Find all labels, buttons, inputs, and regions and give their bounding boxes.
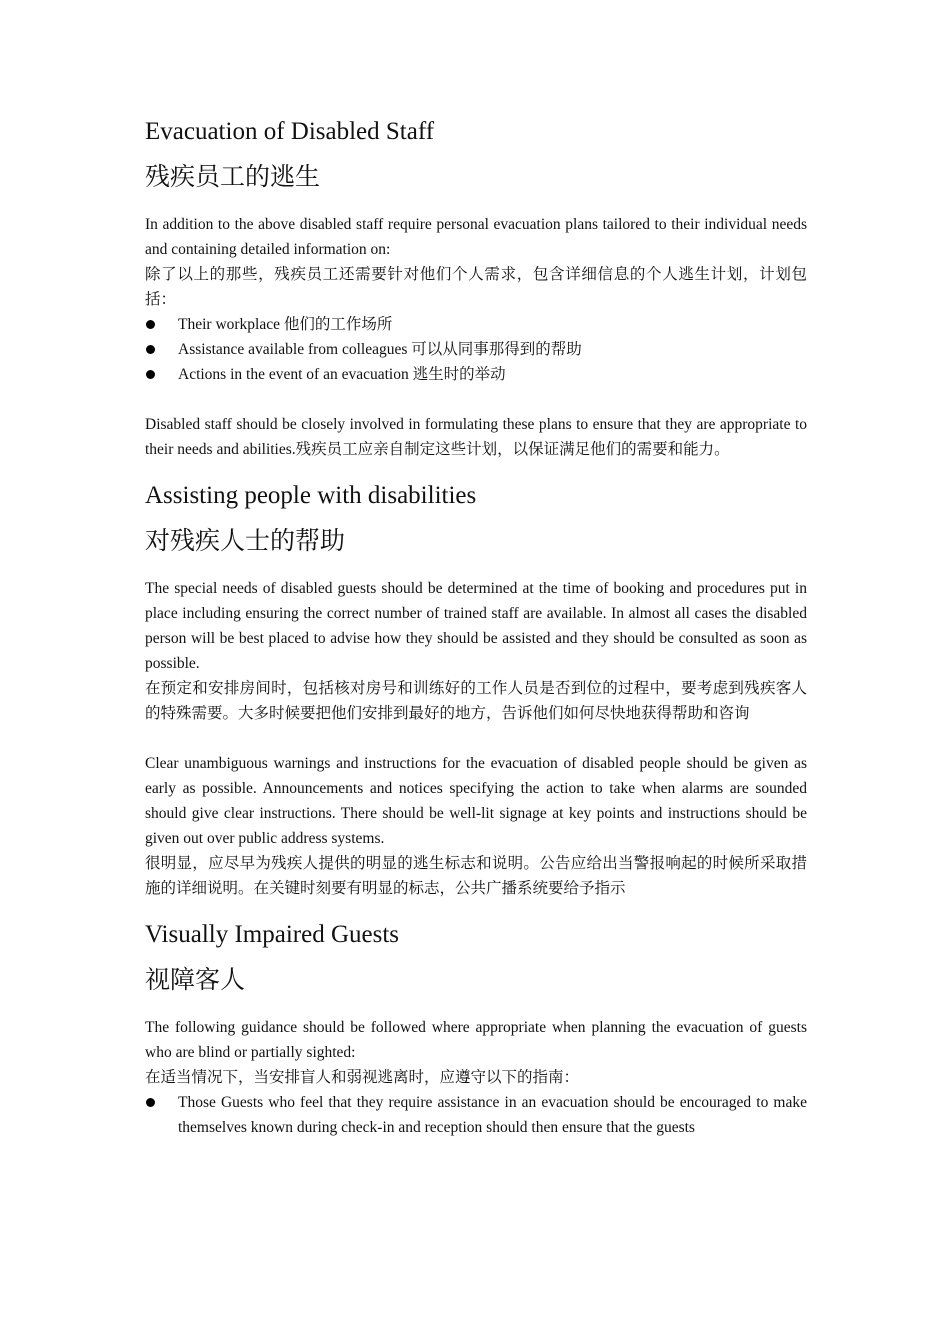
list-item: Assistance available from colleagues 可以从同事那得到的帮助 [145, 337, 807, 362]
section-heading: Evacuation of Disabled Staff [145, 118, 435, 145]
paragraph: The following guidance should be followed where appropriate when planning the evacuation of guests who are blind or partially sighted: [145, 1019, 807, 1061]
section-heading: Visually Impaired Guests [145, 921, 400, 948]
bullet-icon [146, 370, 155, 379]
list-item: Actions in the event of an evacuation 逃生时的举动 [145, 362, 807, 387]
paragraph: In addition to the above disabled staff require personal evacuation plans tailored to their individual needs and containing detailed information on: [145, 216, 807, 258]
bullet-list [145, 312, 807, 387]
paragraph-chinese: 在预定和安排房间时，包括核对房号和训练好的工作人员是否到位的过程中，要考虑到残疾客人的特殊需要。大多时候要把他们安排到最好的地方，告诉他们如何尽快地获得帮助和咨询 [145, 680, 807, 722]
bullet-icon [146, 345, 155, 354]
paragraph: Disabled staff should be closely involved in formulating these plans to ensure that they are appropriate to their needs and abilities.残疾员工应亲自制定这些计划，以保证满足他们的需要和能力。 [145, 416, 807, 458]
bullet-icon [146, 1098, 155, 1107]
section-heading: Assisting people with disabilities [145, 482, 477, 509]
paragraph: The special needs of disabled guests should be determined at the time of booking and procedures put in place including ensuring the correct number of trained staff are available. In almost all cases the disabled person will be best placed to advise how they should be assisted and they should be consulted as soon as possible. [145, 580, 807, 672]
paragraph-chinese: 在适当情况下，当安排盲人和弱视逃离时，应遵守以下的指南： [145, 1069, 580, 1086]
list-item: Those Guests who feel that they require assistance in an evacuation should be encouraged to make themselves known during check-in and reception should then ensure that the guests [145, 1090, 807, 1140]
bullet-list [145, 1090, 807, 1140]
paragraph-chinese: 很明显，应尽早为残疾人提供的明显的逃生标志和说明。公告应给出当警报响起的时候所采取措施的详细说明。在关键时刻要有明显的标志，公共广播系统要给予指示 [145, 855, 807, 897]
bullet-icon [146, 320, 155, 329]
paragraph: Clear unambiguous warnings and instructions for the evacuation of disabled people should be given as early as possible. Announcements and notices specifying the action to take when alarms are sounded should give clear instructions. There should be well-lit signage at key points and instructions should be given out over public address systems. [145, 755, 807, 847]
paragraph-chinese: 除了以上的那些，残疾员工还需要针对他们个人需求，包含详细信息的个人逃生计划，计划包括： [145, 266, 807, 308]
section-heading-chinese: 残疾员工的逃生 [145, 164, 321, 191]
document-page [145, 112, 807, 1140]
list-item: Their workplace 他们的工作场所 [145, 312, 807, 337]
section-heading-chinese: 对残疾人士的帮助 [145, 528, 346, 555]
section-heading-chinese: 视障客人 [145, 967, 246, 994]
